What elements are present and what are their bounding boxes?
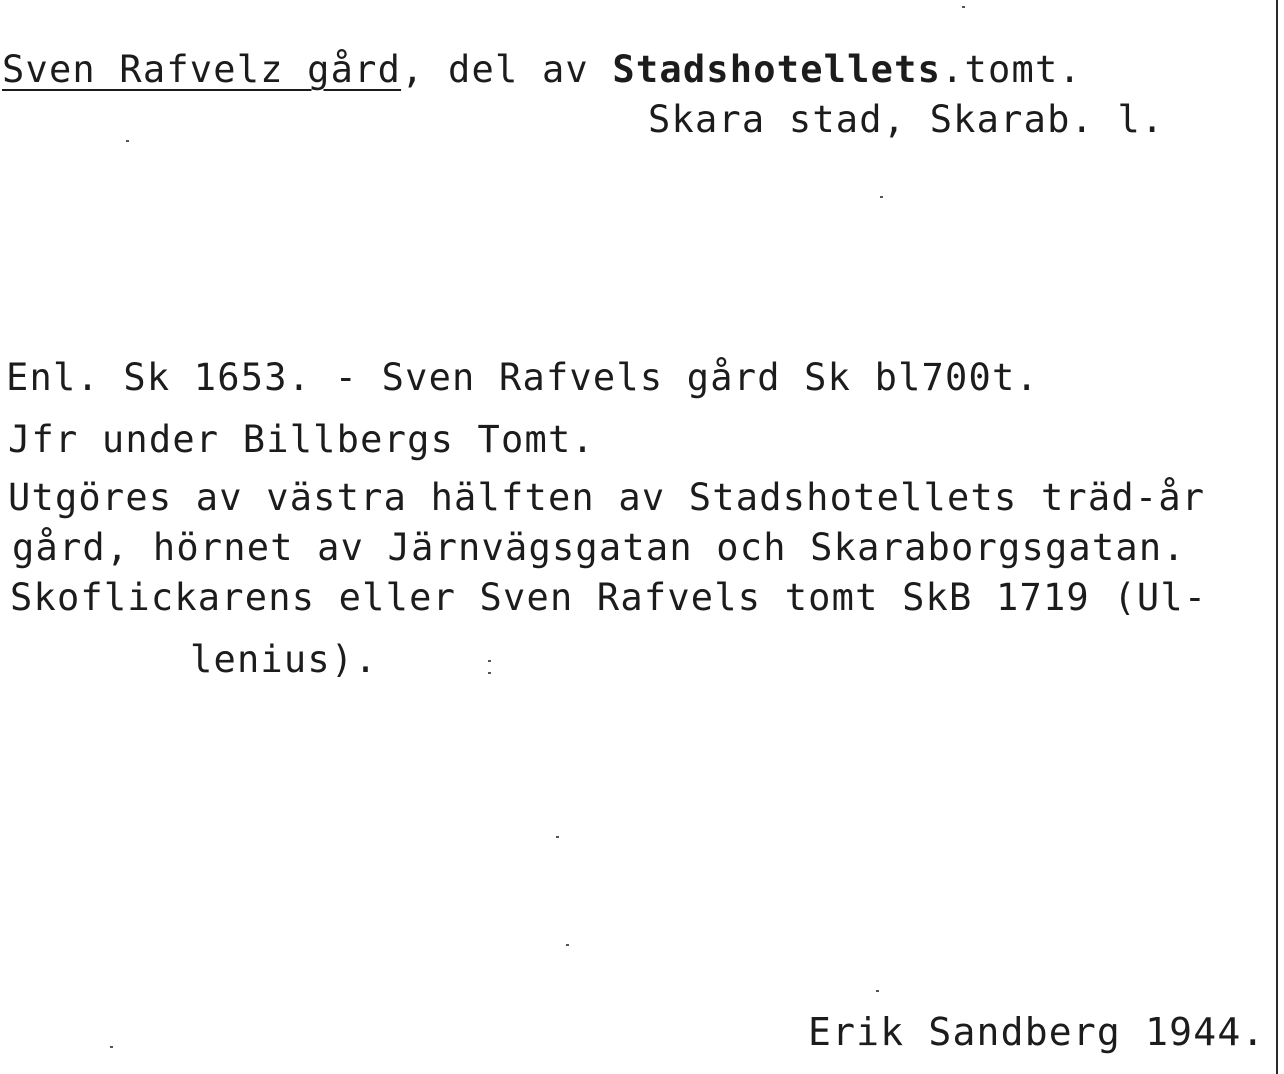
property-name: Sven Rafvelz gård xyxy=(2,48,402,91)
scan-speck xyxy=(488,660,491,662)
scan-speck xyxy=(876,990,879,992)
title-separator: , del av xyxy=(401,48,613,91)
card-title xyxy=(2,50,1082,90)
scan-speck xyxy=(110,1046,113,1048)
description-line: lenius). xyxy=(190,638,378,681)
description-line: gård, hörnet av Järnvägsgatan och Skaraborgsgatan. xyxy=(12,526,1186,569)
scan-speck xyxy=(566,944,569,946)
description-line: Utgöres av västra hälften av Stadshotellets träd-år xyxy=(8,476,1206,519)
description-line: Skoflickarens eller Sven Rafvels tomt SkB 1719 (Ul- xyxy=(10,576,1208,619)
scan-speck xyxy=(126,140,129,142)
card-edge-line xyxy=(1276,0,1278,1074)
title-suffix: .tomt. xyxy=(941,48,1082,91)
reference-line: Enl. Sk 1653. - Sven Rafvels gård Sk bl700t. xyxy=(6,356,1039,399)
scan-speck xyxy=(880,196,883,198)
scan-speck xyxy=(488,672,491,674)
location-text: Skara stad, Skarab. l. xyxy=(648,98,1165,141)
signature-text: Erik Sandberg 1944. xyxy=(808,1010,1266,1054)
lot-name: Stadshotellets xyxy=(612,48,942,91)
scan-speck xyxy=(962,6,965,8)
scan-speck xyxy=(556,836,559,838)
reference-line: Jfr under Billbergs Tomt. xyxy=(8,418,595,461)
